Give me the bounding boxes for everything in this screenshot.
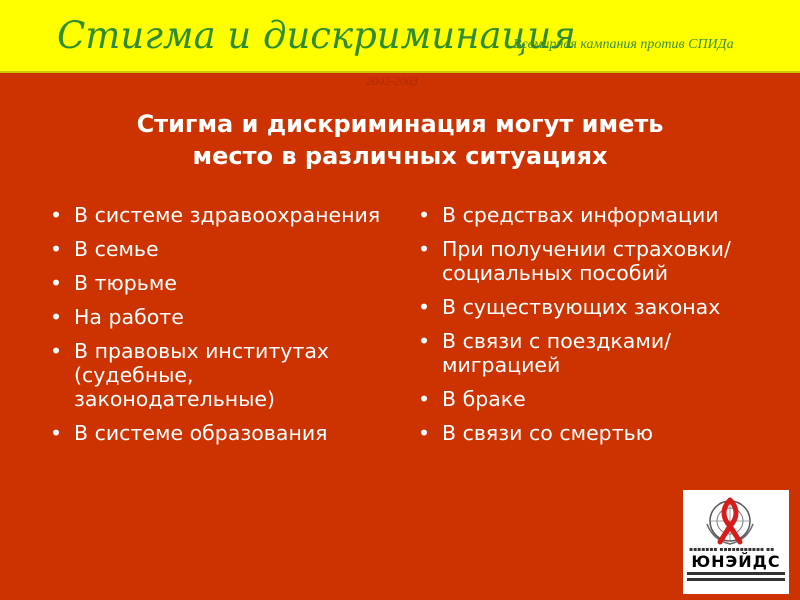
list-item: • В системе здравоохранения xyxy=(46,203,396,227)
header-bar xyxy=(0,0,800,73)
list-item: • В тюрьме xyxy=(46,271,396,295)
logo-small-text-decoration: ▪▪▪▪▪▪▪ ▪▪▪▪▪▪▪▪▪▪▪ ▪▪ xyxy=(689,546,775,553)
list-item: • В правовых институтах (судебные, законодательные) xyxy=(46,339,396,411)
un-emblem-icon xyxy=(703,494,757,548)
list-item: • В семье xyxy=(46,237,396,261)
logo-fine-print-decoration xyxy=(687,572,785,584)
unaids-logo xyxy=(683,490,789,594)
campaign-years: 2002-2003 xyxy=(366,74,418,88)
campaign-subtitle: Всемирная кампания против СПИДа xyxy=(513,37,734,52)
list-item: • В существующих законах xyxy=(414,295,744,319)
heading-line-2: место в различных ситуациях xyxy=(192,142,608,170)
list-item: • В связи со смертью xyxy=(414,421,744,445)
list-item: • В системе образования xyxy=(46,421,396,445)
left-bullet-list xyxy=(46,203,396,455)
list-item: • В средствах информации xyxy=(414,203,744,227)
list-item: • В браке xyxy=(414,387,744,411)
heading-line-1: Стигма и дискриминация могут иметь xyxy=(136,110,664,138)
logo-name: ЮНЭЙДС xyxy=(691,552,781,571)
slide-title: Стигма и дискриминация xyxy=(57,14,576,57)
list-item: • В связи с поездками/миграцией xyxy=(414,329,744,377)
right-bullet-list xyxy=(414,203,744,455)
list-item: • При получении страховки/социальных пособий xyxy=(414,237,744,285)
list-item: • На работе xyxy=(46,305,396,329)
slide-heading xyxy=(0,108,800,172)
